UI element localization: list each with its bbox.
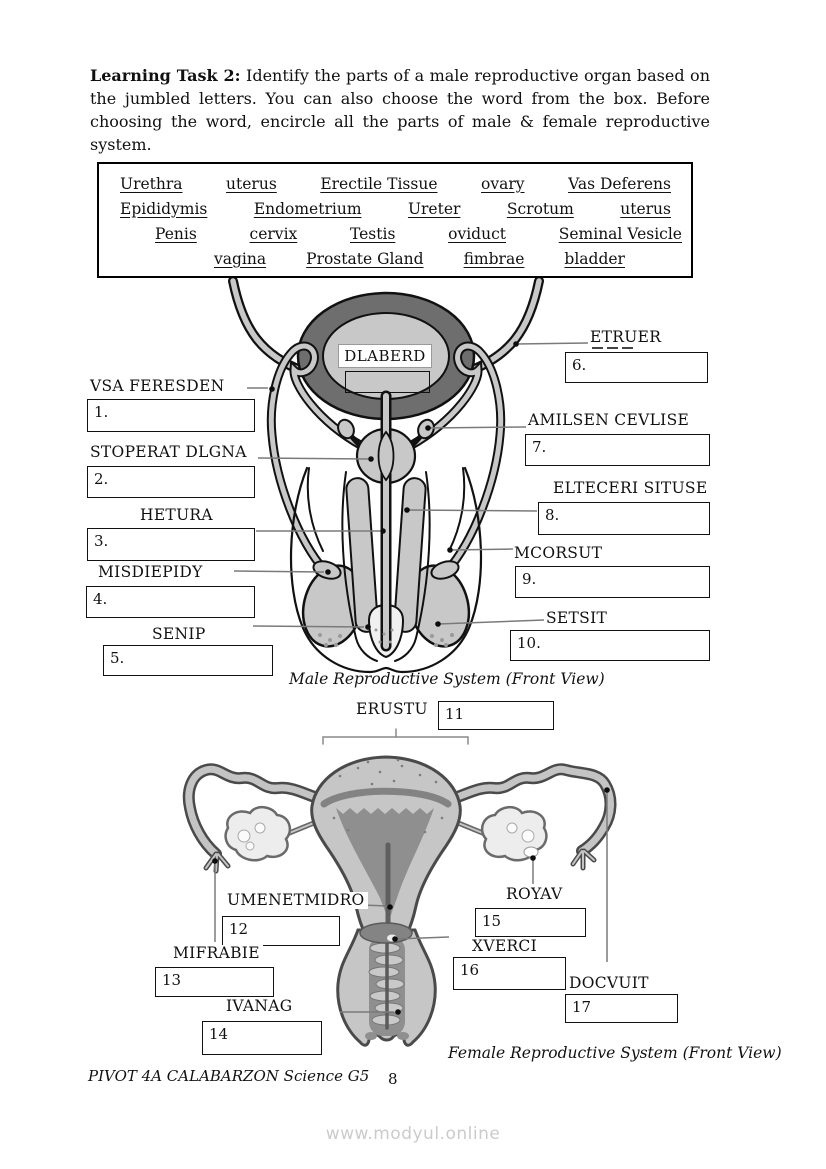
ovary-left bbox=[226, 807, 290, 860]
jumbled-label-cervix: XVERCI bbox=[469, 938, 540, 955]
answer-box-16[interactable] bbox=[453, 957, 566, 990]
word-bank-row bbox=[99, 196, 691, 221]
word-bank-item: Vas Deferens bbox=[568, 174, 671, 193]
jumbled-label-vas-deferens: VSA FERESDEN bbox=[90, 377, 225, 395]
jumbled-label-scrotum: MCORSUT bbox=[514, 544, 603, 562]
answer-box-number: 14 bbox=[209, 1025, 229, 1043]
answer-box-number: 4. bbox=[93, 590, 108, 608]
prostatic-urethra bbox=[379, 432, 394, 480]
word-bank-item: Endometrium bbox=[253, 199, 362, 218]
word-bank-item: uterus bbox=[226, 174, 277, 193]
groin-contour-right bbox=[449, 468, 464, 551]
jumbled-label-uterus: ERUSTU bbox=[356, 700, 428, 718]
jumbled-label-bladder: DLABERD bbox=[338, 344, 432, 368]
jumbled-label-testis: SETSIT bbox=[546, 609, 608, 627]
jumbled-label-seminal-vesicle: AMILSEN CEVLISE bbox=[528, 411, 690, 429]
answer-box-number: 11 bbox=[445, 705, 465, 723]
page-number: 8 bbox=[388, 1070, 398, 1088]
answer-box-7[interactable] bbox=[525, 434, 710, 466]
jumbled-label-vagina: IVANAG bbox=[226, 997, 293, 1015]
word-bank-item: ovary bbox=[481, 174, 525, 193]
answer-box-8[interactable] bbox=[538, 502, 710, 535]
answer-box-1[interactable] bbox=[87, 399, 255, 432]
answer-box-15[interactable] bbox=[475, 908, 586, 937]
answer-box-10[interactable] bbox=[510, 630, 710, 661]
word-bank-item: Urethra bbox=[120, 174, 183, 193]
answer-box-6[interactable] bbox=[565, 352, 708, 383]
answer-box-number: 12 bbox=[229, 920, 249, 938]
word-bank-item: cervix bbox=[249, 224, 298, 243]
task-text: Identify the parts of a male reproductive organ based on the jumbled letters. You can also choose the word from the box. Before choosing the word, encircle all the parts of male & female reproductive system. bbox=[90, 66, 710, 154]
word-bank-item: Penis bbox=[155, 224, 197, 243]
jumbled-label-epididymis: MISDIEPIDY bbox=[98, 563, 203, 581]
jumbled-label-oviduct: DOCVUIT bbox=[566, 975, 652, 992]
uterus-bracket bbox=[323, 729, 468, 744]
word-bank-item: vagina bbox=[214, 249, 267, 268]
jumbled-label-erectile-tissue: ELTECERI SITUSE bbox=[553, 479, 708, 497]
word-bank-row bbox=[99, 246, 691, 271]
word-bank-item: Scrotum bbox=[506, 199, 574, 218]
word-bank-row bbox=[99, 221, 691, 246]
answer-box-17[interactable] bbox=[565, 994, 678, 1023]
ureter-left bbox=[233, 281, 305, 372]
footer-text: PIVOT 4A CALABARZON Science G5 bbox=[88, 1067, 370, 1085]
answer-box-number: 7. bbox=[532, 438, 547, 456]
answer-box-number: 10. bbox=[517, 634, 541, 652]
word-bank-item: fimbrae bbox=[463, 249, 525, 268]
word-bank bbox=[97, 162, 693, 278]
word-bank-item: Ureter bbox=[407, 199, 461, 218]
answer-box-number: 9. bbox=[522, 570, 537, 588]
answer-box-number: 5. bbox=[110, 649, 125, 667]
task-label: Learning Task 2: bbox=[90, 66, 241, 85]
answer-box-number: 13 bbox=[162, 971, 182, 989]
answer-box-13[interactable] bbox=[155, 967, 274, 997]
answer-box-5[interactable] bbox=[103, 645, 273, 676]
answer-box-number: 2. bbox=[94, 470, 109, 488]
jumbled-label-ovary: ROYAV bbox=[503, 886, 566, 903]
jumbled-label-prostate-gland: STOPERAT DLGNA bbox=[90, 443, 247, 461]
word-bank-item: uterus bbox=[620, 199, 671, 218]
watermark: www.modyul.online bbox=[325, 1124, 501, 1144]
female-diagram-caption: Female Reproductive System (Front View) bbox=[448, 1044, 782, 1062]
answer-box-number: 15 bbox=[482, 912, 502, 930]
answer-box-number: 3. bbox=[94, 532, 109, 550]
answer-box-number: 17 bbox=[572, 998, 592, 1016]
answer-box-3[interactable] bbox=[87, 528, 255, 561]
male-diagram-caption: Male Reproductive System (Front View) bbox=[289, 670, 605, 688]
answer-box-2[interactable] bbox=[87, 466, 255, 498]
answer-box-14[interactable] bbox=[202, 1021, 322, 1055]
fimbriae-right bbox=[573, 851, 594, 868]
task-instructions bbox=[90, 64, 710, 156]
word-bank-item: Epididymis bbox=[120, 199, 208, 218]
word-bank-item: Erectile Tissue bbox=[320, 174, 438, 193]
ureter-right bbox=[467, 281, 539, 372]
jumbled-label-fimbrae: MIFRABIE bbox=[170, 945, 263, 962]
word-bank-item: bladder bbox=[564, 249, 625, 268]
answer-box-bladder[interactable] bbox=[345, 371, 430, 393]
cervix-band bbox=[360, 923, 412, 943]
answer-box-12[interactable] bbox=[222, 916, 340, 946]
word-bank-item: oviduct bbox=[448, 224, 507, 243]
male-diagram bbox=[233, 281, 539, 672]
groin-contour-left bbox=[308, 468, 323, 551]
jumbled-label-endometrium: UMENETMIDRO bbox=[224, 892, 368, 909]
answer-box-11[interactable] bbox=[438, 701, 554, 730]
jumbled-label-urethra: HETURA bbox=[140, 506, 213, 524]
jumbled-label-penis: SENIP bbox=[152, 625, 206, 643]
answer-box-4[interactable] bbox=[86, 586, 255, 618]
answer-box-number: 6. bbox=[572, 356, 587, 374]
jumbled-label-ureter: ETRUER bbox=[590, 328, 662, 346]
answer-box-number: 16 bbox=[460, 961, 480, 979]
word-bank-item: Testis bbox=[350, 224, 396, 243]
answer-box-number: 1. bbox=[94, 403, 109, 421]
word-bank-row bbox=[99, 171, 691, 196]
word-bank-item: Prostate Gland bbox=[306, 249, 424, 268]
answer-box-number: 8. bbox=[545, 506, 560, 524]
answer-box-9[interactable] bbox=[515, 566, 710, 598]
word-bank-item: Seminal Vesicle bbox=[558, 224, 682, 243]
